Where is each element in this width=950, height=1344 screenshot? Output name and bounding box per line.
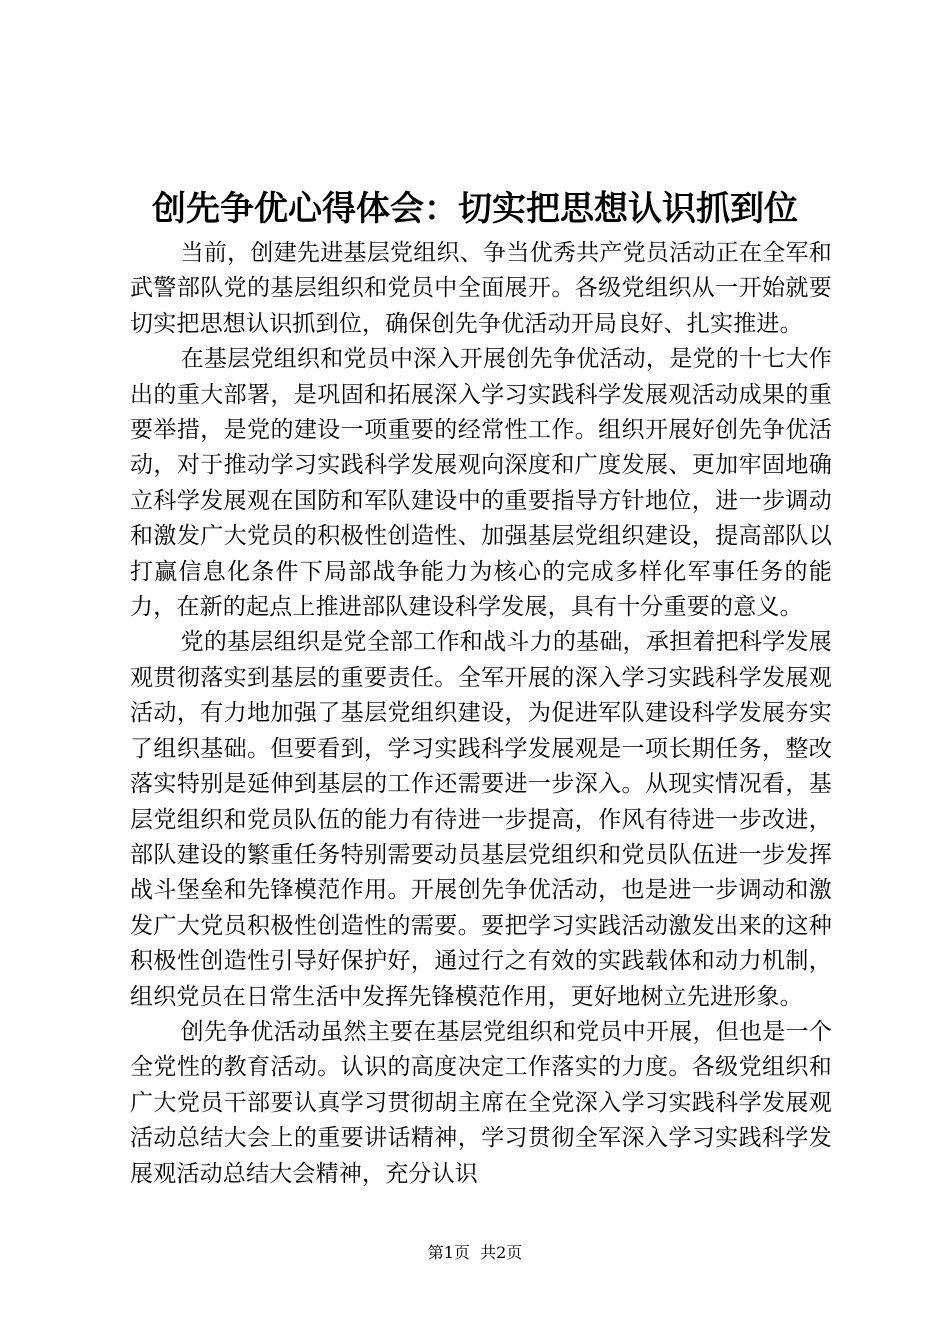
document-body	[130, 236, 832, 1192]
document-title: 创先争优心得体会：切实把思想认识抓到位	[152, 189, 798, 229]
paragraph-3: 党的基层组织是党全部工作和战斗力的基础，承担着把科学发展观贯彻落实到基层的重要责任。全军开展的深入学习实践科学发展观活动，有力地加强了基层党组织建设，为促进军队建设科学发展夯实了组织基础。但要看到，学习实践科学发展观是一项长期任务，整改落实特别是延伸到基层的工作还需要进一步深入。从现实情况看，基层党组织和党员队伍的能力有待进一步提高，作风有待进一步改进，部队建设的繁重任务特别需要动员基层党组织和党员队伍进一步发挥战斗堡垒和先锋模范作用。开展创先争优活动，也是进一步调动和激发广大党员积极性创造性的需要。要把学习实践活动激发出来的这种积极性创造性引导好保护好，通过行之有效的实践载体和动力机制，组织党员在日常生活中发挥先锋模范作用，更好地树立先进形象。	[130, 629, 832, 1010]
paragraph-4: 创先争优活动虽然主要在基层党组织和党员中开展，但也是一个全党性的教育活动。认识的高度决定工作落实的力度。各级党组织和广大党员干部要认真学习贯彻胡主席在全党深入学习实践科学发展观活动总结大会上的重要讲话精神，学习贯彻全军深入学习实践科学发展观活动总结大会精神，充分认识	[130, 1018, 832, 1187]
paragraph-1: 当前，创建先进基层党组织、争当优秀共产党员活动正在全军和武警部队党的基层组织和党员中全面展开。各级党组织从一开始就要切实把思想认识抓到位，确保创先争优活动开局良好、扎实推进。	[130, 240, 832, 337]
page-footer	[0, 1243, 950, 1263]
paragraph-2: 在基层党组织和党员中深入开展创先争优活动，是党的十七大作出的重大部署，是巩固和拓展深入学习实践科学发展观活动成果的重要举措，是党的建设一项重要的经常性工作。组织开展好创先争优活动，对于推动学习实践科学发展观向深度和广度发展、更加牢固地确立科学发展观在国防和军队建设中的重要指导方针地位，进一步调动和激发广大党员的积极性创造性、加强基层党组织建设，提高部队以打赢信息化条件下局部战争能力为核心的完成多样化军事任务的能力，在新的起点上推进部队建设科学发展，具有十分重要的意义。	[130, 346, 832, 621]
page-number: 第1页 共2页	[427, 1243, 523, 1262]
